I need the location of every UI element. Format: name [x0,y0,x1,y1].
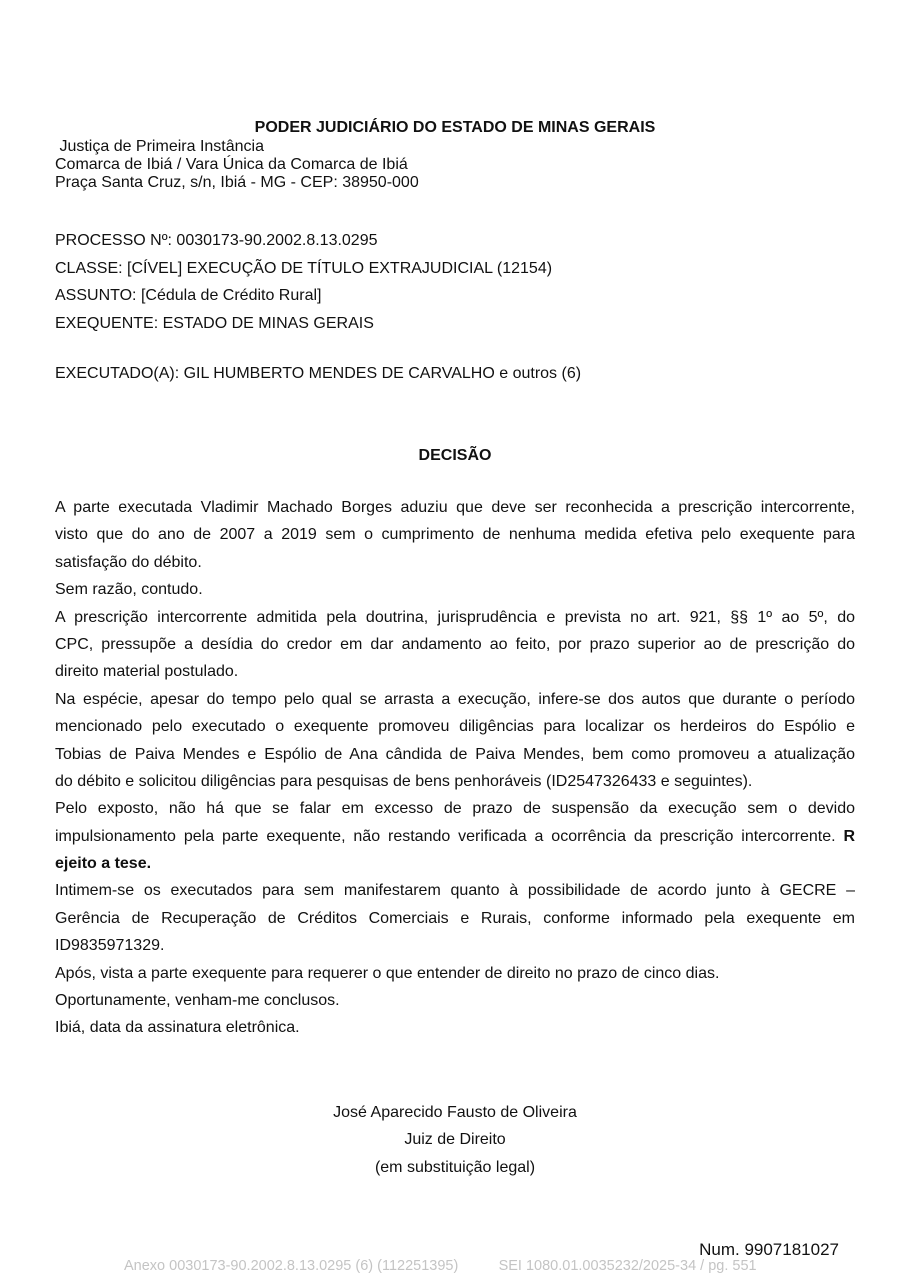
decision-title: DECISÃO [418,447,492,464]
paragraph-4 [55,686,855,796]
paragraph-1 [55,494,855,576]
judge-role: Juiz de Direito [404,1131,506,1149]
text-line: CPC, pressupõe a desídia do credor em dar andamento ao feito, por prazo superior ao de prescrição do [55,635,855,653]
text-line: Intimem-se os executados para sem manifestarem quanto à possibilidade de acordo junto à GECRE – [55,882,855,900]
footer-watermark: Anexo 0030173-90.2002.8.13.0295 (6) (112251395) SEI 1080.01.0035232/2025-34 / pg. 551 [124,1258,757,1274]
paragraph-2 [55,576,855,603]
paragraph-3 [55,604,855,686]
text-line: A prescrição intercorrente admitida pela doutrina, jurisprudência e prevista no art. 921, §§ 1º ao 5º, do [55,608,855,626]
process-number: PROCESSO Nº: 0030173-90.2002.8.13.0295 [55,232,378,249]
process-plaintiff: EXEQUENTE: ESTADO DE MINAS GERAIS [55,314,374,332]
bold-text-segment: R [843,827,855,845]
paragraph-6 [55,877,855,959]
process-info [55,227,552,337]
text-line: Tobias de Paiva Mendes e Espólio de Ana cândida de Paiva Mendes, bem como promoveu a atualização [55,745,855,763]
text-line: direito material postulado. [55,663,239,681]
text-line: Gerência de Recuperação de Créditos Comerciais e Rurais, conforme informado pela exequente em [55,909,855,927]
text-line: ID9835971329. [55,937,165,955]
judge-note: (em substituição legal) [374,1158,536,1176]
text-line: do débito e solicitou diligências para pesquisas de bens penhoráveis (ID2547326433 e seguintes). [55,772,753,790]
text-line: A parte executada Vladimir Machado Borges aduziu que deve ser reconhecida a prescrição intercorrente, [55,499,855,516]
text-line: visto que do ano de 2007 a 2019 sem o cumprimento de nenhuma medida efetiva pelo exequente para [55,526,855,544]
text-line: mencionado pelo executado o exequente promoveu diligências para localizar os herdeiros do Espólio e [55,718,855,736]
paragraph-9 [55,1014,855,1041]
document-number: Num. 9907181027 [699,1240,839,1259]
judge-name: José Aparecido Fausto de Oliveira [333,1104,577,1121]
text-line: Na espécie, apesar do tempo pelo qual se arrasta a execução, infere-se dos autos que durante o período [55,690,855,708]
instance-line: Justiça de Primeira Instância [55,138,264,155]
text-line [55,850,855,877]
text-line: satisfação do débito. [55,553,202,571]
address-line: Praça Santa Cruz, s/n, Ibiá - MG - CEP: 38950-000 [55,174,419,191]
paragraph-7 [55,960,855,987]
text-line [55,823,855,850]
bold-text-segment: ejeito a tese. [55,855,152,873]
text-line: Oportunamente, venham-me conclusos. [55,992,340,1010]
signature-block [0,1099,910,1181]
text-line: Após, vista a parte exequente para requerer o que entender de direito no prazo de cinco dias. [55,964,720,982]
paragraph-8 [55,987,855,1014]
court-header [55,138,419,192]
text-line: Pelo exposto, não há que se falar em excesso de prazo de suspensão da execução sem o devido [55,800,855,818]
comarca-line: Comarca de Ibiá / Vara Única da Comarca de Ibiá [55,156,408,173]
process-subject: ASSUNTO: [Cédula de Crédito Rural] [55,287,322,304]
text-segment: impulsionamento pela parte exequente, não restando verificada a ocorrência da prescrição intercorrente. [55,827,844,845]
paragraph-5 [55,795,855,877]
process-class: CLASSE: [CÍVEL] EXECUÇÃO DE TÍTULO EXTRAJUDICIAL (12154) [55,259,553,277]
process-defendant: EXECUTADO(A): GIL HUMBERTO MENDES DE CARVALHO e outros (6) [55,365,582,382]
court-title: PODER JUDICIÁRIO DO ESTADO DE MINAS GERAIS [254,119,656,136]
text-line: Ibiá, data da assinatura eletrônica. [55,1019,300,1037]
decision-body [55,494,855,1042]
text-line: Sem razão, contudo. [55,581,203,599]
